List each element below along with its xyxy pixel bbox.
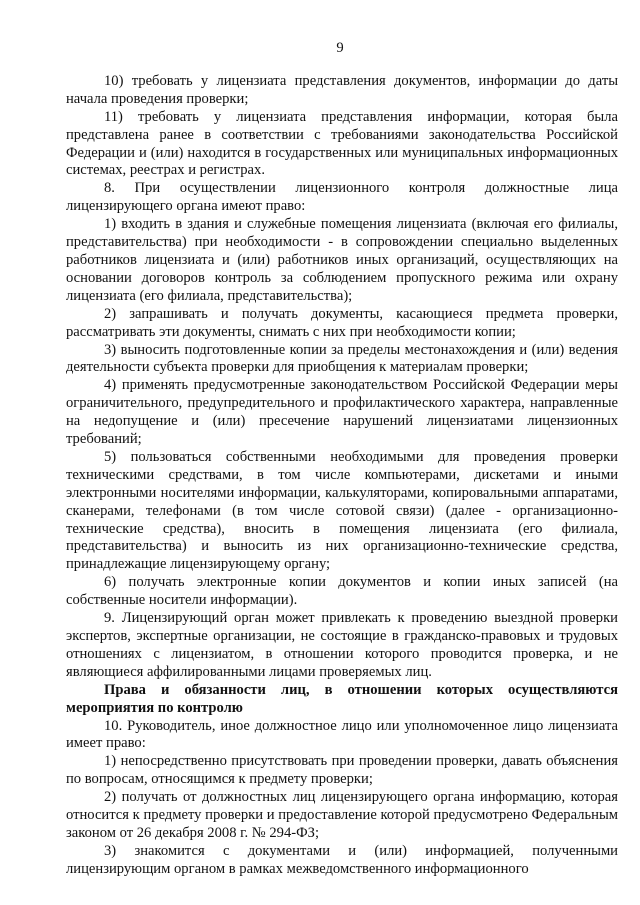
paragraph-8-5-technical-means: 5) пользоваться собственными необходимыми для проведения проверки техническими средствами, в том числе компьютерами, дискетами и иными электронными носителями информации, калькуляторами, копировальными аппаратами, сканерами, телефонами (в том числе сотовой связи) (далее - организационно-технические средства), вносить в помещения лицензиата (его филиала, представительства) и выносить из них организационно-технические средства, принадлежащие лицензирующему органу; xyxy=(66,448,618,573)
page-number: 9 xyxy=(336,40,344,56)
paragraph-8-4-apply-measures: 4) применять предусмотренные законодательством Российской Федерации меры ограничительного, предупредительного и профилактического характера, направленные на недопущение и (или) пресечение нарушений лицензиатами лицензионных требований; xyxy=(66,377,618,448)
paragraph-8-1-enter-premises: 1) входить в здания и служебные помещения лицензиата (включая его филиалы, представительства) при необходимости - в сопровождении специально выделенных работников лицензиата и (или) работников иных организаций, осуществляющих на основании договоров контроль за соблюдением пропускного режима или охрану лицензиата (его филиала, представительства); xyxy=(66,216,618,304)
paragraph-10-licensee-rights: 10. Руководитель, иное должностное лицо или уполномоченное лицо лицензиата имеет право: xyxy=(66,717,618,752)
paragraph-9-experts: 9. Лицензирующий орган может привлекать к проведению выездной проверки экспертов, экспертные организации, не состоящие в гражданско-правовых и трудовых отношениях с лицензиатом, в отношении которого проводится проверка, и не являющиеся аффилированными лицами проверяемых лиц. xyxy=(66,610,618,680)
paragraph-11-request-information: 11) требовать у лицензиата представления информации, которая была представлена ранее в соответствии с требованиями законодательства Российской Федерации и (или) находится в государственных или муниципальных информационных системах, реестрах и регистрах. xyxy=(66,108,618,179)
paragraph-8-officials-rights: 8. При осуществлении лицензионного контроля должностные лица лицензирующего органа имеют право: xyxy=(66,180,618,215)
paragraph-10-3-review-documents: 3) знакомится с документами и (или) информацией, полученными лицензирующим органом в рамках межведомственного информационного xyxy=(66,842,618,877)
section-heading: Права и обязанности лиц, в отношении которых осуществляются мероприятия по контролю xyxy=(66,681,618,716)
paragraph-10-1-be-present: 1) непосредственно присутствовать при проведении проверки, давать объяснения по вопросам, относящимся к предмету проверки; xyxy=(66,753,618,788)
paragraph-8-2-request-documents: 2) запрашивать и получать документы, касающиеся предмета проверки, рассматривать эти документы, снимать с них при необходимости копии; xyxy=(66,305,618,340)
paragraph-10-2-receive-information: 2) получать от должностных лиц лицензирующего органа информацию, которая относится к предмету проверки и предоставление которой предусмотрено Федеральным законом от 26 декабря 2008 г. № 294-ФЗ; xyxy=(66,789,618,841)
paragraph-8-6-electronic-copies: 6) получать электронные копии документов и копии иных записей (на собственные носители информации). xyxy=(66,574,618,609)
paragraph-8-3-remove-copies: 3) выносить подготовленные копии за пределы местонахождения и (или) ведения деятельности субъекта проверки для приобщения к материалам проверки; xyxy=(66,341,618,376)
paragraph-10-request-documents: 10) требовать у лицензиата представления документов, информации до даты начала проведения проверки; xyxy=(66,72,618,107)
